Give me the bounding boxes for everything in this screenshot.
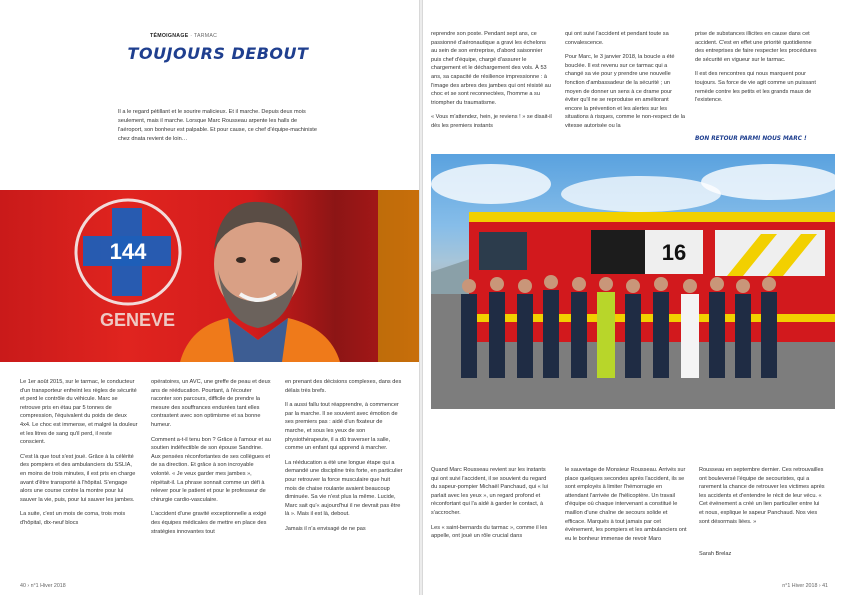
paragraph: le sauvetage de Monsieur Rousseau. Arrivés sur place quelques secondes après l'accident, ils se sont employés à limiter l'hémorragie en attendant l'arrivée de l'hélicoptère. Un travail d'équipe où chaque intervenant a constitué le maillon d'une chaîne de secours solide et efficace. Marqués à tout jamais par cet événement, les pompiers et les ambulanciers ont eu le bonheur immense de revoir Maro	[565, 467, 687, 542]
page-footer-left: 40 › n°1 Hiver 2018	[20, 583, 66, 589]
article-title: TOUJOURS DEBOUT	[127, 44, 309, 63]
article-column-3	[285, 378, 403, 540]
paragraph: Les « saint-bernards du tarmac », comme il les appelle, ont joué un rôle crucial dans	[431, 524, 548, 540]
paragraph: Comment a-t-il tenu bon ? Grâce à l'amour et au soutien indéfectible de son épouse Sandrine. Aux pensées réconfortantes de ses collègues et de sa direction. Et grâce à son incroyable volonté. « Je veux garder mes jambes », répétait-il. La phrase sonnait comme un défi à relever pour le patient et pour le professeur de chirurgie cardio-vasculaire.	[151, 436, 271, 503]
article-column-6	[695, 30, 820, 111]
team-illustration	[431, 154, 835, 409]
paragraph: Quand Marc Rousseau revient sur les instants qui ont suivi l'accident, il se souvient du regard du sapeur-pompier Michaël Panchaud, qui « lui parlait avec les yeux », un regard profond et réconfortant qui l'a aidé à garder le contact, à s'accrocher.	[431, 467, 548, 516]
page-footer-right: n°1 Hiver 2018 › 41	[782, 583, 828, 589]
article-column-1	[20, 378, 138, 534]
paragraph: La rééducation a été une longue étape qui a demandé une discipline très forte, en particulier pour retrouver la force musculaire que huit mois de chaise roulante avaient beaucoup diminuée. Sa vie n'est plus la même. Lucide, Marc sait qu'« aujourd'hui il ne devrait pas être là ». Mais il est là, debout.	[285, 459, 403, 518]
article-lead: Il a le regard pétillant et le sourire malicieux. Et il marche. Depuis deux mois seulement, mais il marche. Lorsque Marc Rousseau arpente les halls de l'aéroport, son bonheur est palpable. Et pour cause, ce chef d'équipe-machiniste chez dnata revient de loin…	[118, 109, 317, 142]
portrait-photo	[0, 190, 419, 362]
paragraph: prise de substances illicites en cause dans cet accident. C'est en effet une priorité quotidienne des entreprises de faire respecter les procédures de sécurité en vigueur sur le tarmac.	[695, 31, 817, 63]
paragraph: Jamais il n'a envisagé de ne pas	[285, 525, 366, 532]
team-photo	[431, 154, 835, 409]
paragraph: « Vous m'attendez, hein, je reviens ! » se disait-il dès les premiers instants	[431, 114, 552, 129]
author-signature: Sarah Brelaz	[699, 551, 732, 557]
section-kicker	[150, 33, 217, 39]
article-column-8	[565, 466, 687, 549]
paragraph: C'est là que tout s'est joué. Grâce à la célérité des pompiers et des ambulanciers du SSLIA, en moins de trois minutes, il est pris en charge avant d'être transporté à l'hôpital. S'engage alors une course contre la montre pour lui sauver la vie, puis, pour lui sauver les jambes.	[20, 453, 136, 503]
paragraph: L'accident d'une gravité exceptionnelle a exigé des équipes médicales de mettre en place des stratégies innovantes tout	[151, 511, 267, 535]
paragraph: qui ont suivi l'accident et pendant toute sa convalescence.	[565, 31, 669, 46]
article-column-5	[565, 30, 685, 137]
kicker-place: TARMAC	[193, 33, 218, 39]
paragraph: Le 1er août 2015, sur le tarmac, le conducteur d'un transporteur enfreint les règles de sécurité et perd le contrôle du véhicule. Marc se retrouve pris en étau par 5 tonnes de compression, l'équivalent du poids de deux 4x4. Le choc est immense, et malgré la douleur et les litres de sang qu'il perd, il reste conscient.	[20, 379, 138, 446]
truck-number: 16	[661, 240, 687, 265]
article-column-7	[431, 466, 553, 547]
paragraph: Pour Marc, le 3 janvier 2018, la boucle a été bouclée. Il est revenu sur ce tarmac qui a changé sa vie pour y prendre une nouvelle fonction d'ambassadeur de la sécurité ; un moyen de donner un sens à ce drame pour éviter qu'il ne se reproduise en améliorant encore la prévention et les alertes sur les situations à risques, comme le non-respect de la vitesse autorisée ou la	[565, 54, 686, 129]
paragraph: Rousseau en septembre dernier. Ces retrouvailles ont bouleversé l'équipe de secouristes, qui a rarement la chance de retrouver les victimes après les accidents et d'entendre le récit de leur vécu. « Cet événement a créé un lien particulier entre lui et nous, explique le sapeur Panchaud. Nos vies sont désormais liées. »	[699, 467, 825, 525]
paragraph: opératoires, un AVC, une greffe de peau et deux ans de rééducation. Pourtant, à l'écouter raconter son parcours, difficile de prendre la mesure des souffrances endurées tant elles contrastent avec son optimisme et sa bonne humeur.	[151, 379, 271, 428]
paragraph: La suite, c'est un mois de coma, trois mois d'hôpital, dix-neuf blocs	[20, 511, 126, 526]
kicker-separator: ·	[188, 33, 194, 39]
emblem-word: GENEVE	[100, 310, 176, 330]
portrait-illustration	[0, 190, 419, 362]
paragraph: en prenant des décisions complexes, dans des délais très brefs.	[285, 379, 402, 394]
left-page	[0, 0, 419, 595]
article-column-4	[431, 30, 553, 137]
right-page	[423, 0, 842, 595]
emblem-number: 144	[109, 239, 147, 264]
paragraph: reprendre son poste. Pendant sept ans, ce passionné d'aéronautique a gravi les échelons au sein de son entreprise, d'abord saisonnier puis chef d'équipe, chargé d'assurer le chargement et le déchargement des vols. À 53 ans, sa capacité de résilience impressionne : à l'image des arbres des jambes qui ont résisté au choc et se sont reconnectées, l'homme a su triompher du traumatisme.	[431, 31, 551, 106]
paragraph: Il est des rencontres qui nous marquent pour toujours. Sa force de vie agit comme un puissant remède contre les petits et les grands maux de l'existence.	[695, 71, 816, 104]
article-column-2	[151, 378, 271, 542]
paragraph: Il a aussi fallu tout réapprendre, à commencer par la marche. Il se souvient avec émotion de ses premiers pas : aidé d'un fixateur de marche, et sous les yeux de son physiothérapeute, il a dû traverser la salle, comme un enfant qui apprend à marcher.	[285, 402, 399, 452]
closing-line: BON RETOUR PARMI NOUS MARC !	[695, 136, 807, 142]
kicker-label: TÉMOIGNAGE	[150, 33, 189, 39]
article-column-9	[699, 466, 825, 532]
